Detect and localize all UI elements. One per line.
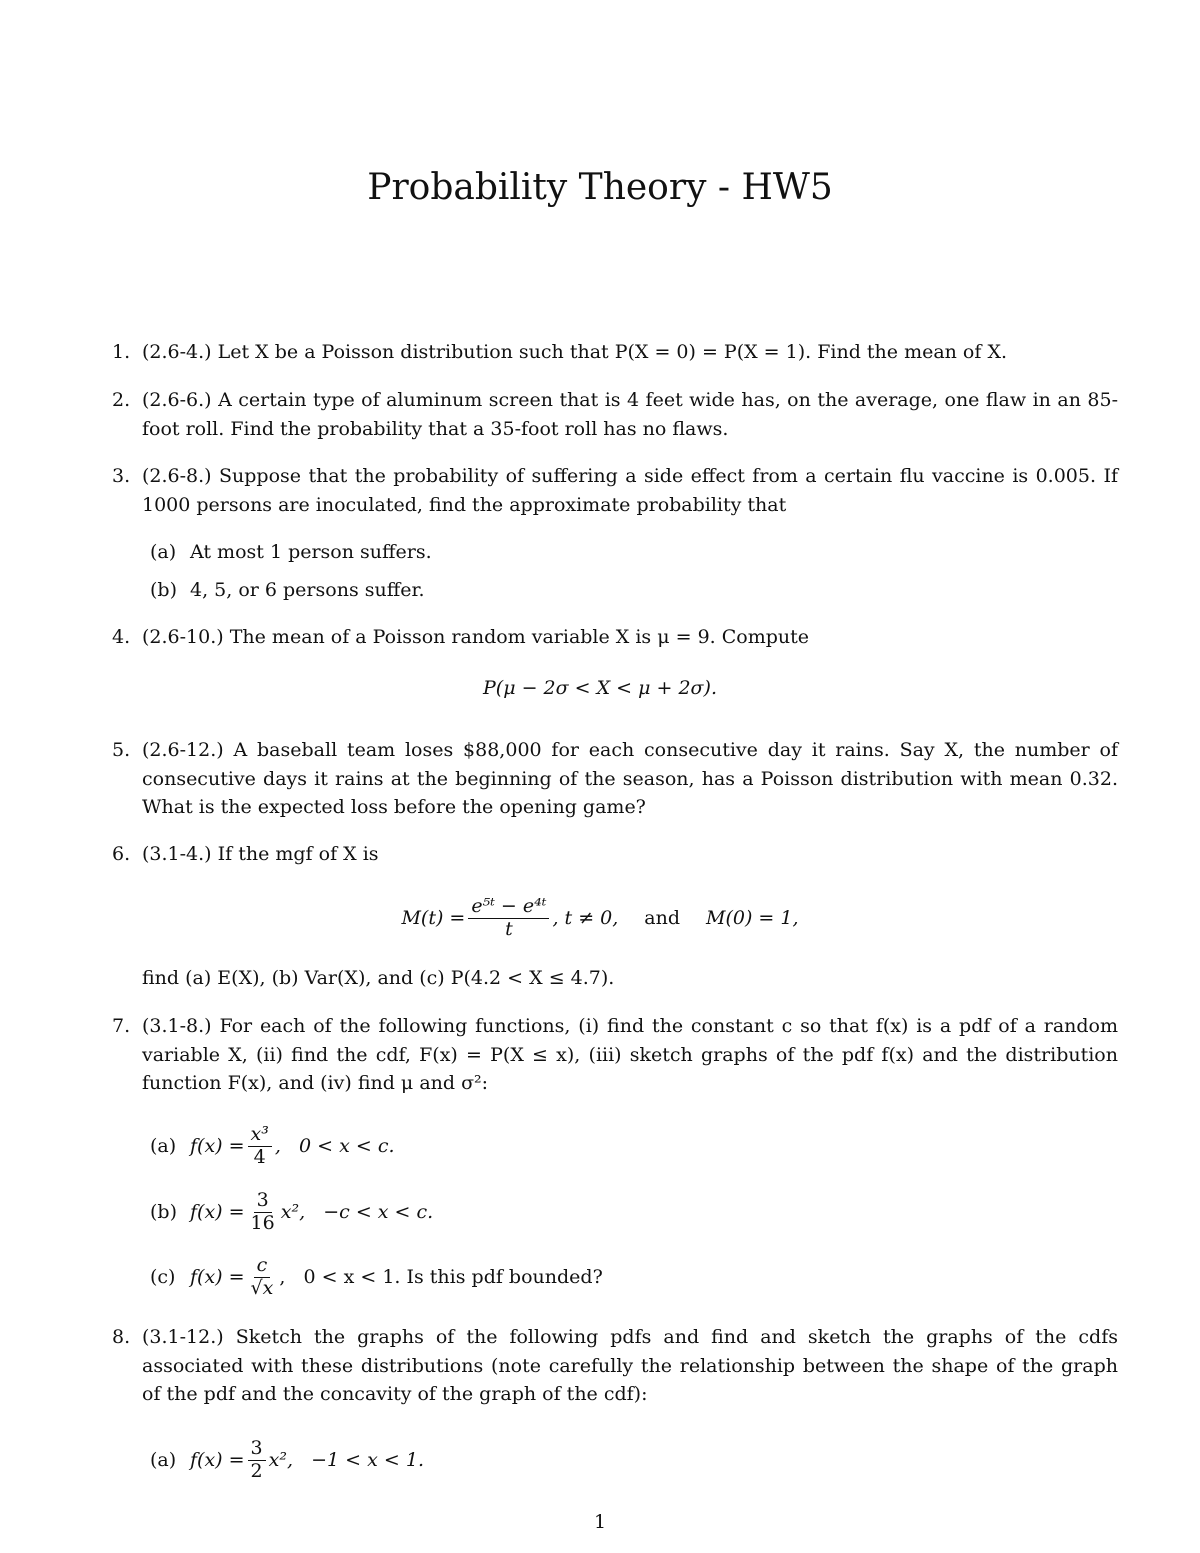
problem-number: 4.	[112, 626, 131, 648]
fraction-numerator: 3	[254, 1190, 272, 1213]
problem-2	[112, 386, 1118, 443]
subpart-7b	[150, 1180, 1116, 1244]
problem-text: A certain type of aluminum screen that is 4 feet wide has, on the average, one flaw in an 85-foot roll. Find the probability that a 35-foot roll has no flaws.	[142, 389, 1118, 440]
problem-number: 3.	[112, 465, 131, 487]
problem-text: Suppose that the probability of suffering a side effect from a certain flu vaccine is 0.005. If 1000 persons are inoculated, find the approximate probability that	[142, 465, 1118, 516]
equation-lhs: f(x) =	[190, 1134, 245, 1157]
page-title: Probability Theory - HW5	[367, 167, 833, 208]
problem-8	[112, 1323, 1118, 1409]
equation-rest: x², −c < x < c.	[280, 1200, 434, 1223]
equation-and: and	[644, 906, 681, 929]
problem-ref: (3.1-4.)	[142, 843, 212, 865]
fraction-numerator: 3	[248, 1438, 266, 1461]
problem-text: A baseball team loses $88,000 for each consecutive day it rains. Say X, the number of consecutive days it rains at the beginning of the season, has a Poisson distribution with mean 0.32. What is the expected loss before the opening game?	[142, 739, 1118, 818]
subpart-label: (b)	[150, 579, 177, 601]
equation-condition: , t ≠ 0,	[552, 906, 619, 929]
subpart-text: 4, 5, or 6 persons suffer.	[190, 579, 425, 601]
problem-5	[112, 736, 1118, 822]
problem-6-find: find (a) E(X), (b) Var(X), and (c) P(4.2 < X ≤ 4.7).	[142, 967, 615, 989]
subpart-3b	[150, 576, 1116, 605]
problem-ref: (2.6-6.)	[142, 389, 212, 411]
problem-1	[112, 338, 1118, 367]
fraction	[248, 1255, 277, 1300]
problem-text: For each of the following functions, (i) find the constant c so that f(x) is a pdf of a random variable X, (ii) find the cdf, F(x) = P(X ≤ x), (iii) sketch graphs of the pdf f(x) and the distribution function F(x), and (iv) find μ and σ²:	[142, 1015, 1118, 1094]
equation-lhs: f(x) =	[190, 1200, 245, 1223]
problem-number: 5.	[112, 739, 131, 761]
subpart-3a	[150, 538, 1116, 567]
problem-text: Sketch the graphs of the following pdfs and find and sketch the graphs of the cdfs associated with these distributions (note carefully the relationship between the shape of the graph of the pdf and the concavity of the graph of the cdf):	[142, 1326, 1118, 1405]
page-number: 1	[593, 1511, 607, 1533]
fraction-numerator: c	[254, 1255, 271, 1278]
equation-m0: M(0) = 1,	[706, 906, 799, 929]
problem-ref: (2.6-10.)	[142, 626, 224, 648]
fraction-denominator: √x	[250, 1276, 274, 1299]
subpart-text: At most 1 person suffers.	[190, 541, 432, 563]
problem-text: If the mgf of X is	[217, 843, 379, 865]
fraction-denominator: 16	[250, 1211, 275, 1234]
equation-lhs: M(t) =	[401, 906, 466, 929]
subpart-label: (a)	[150, 1134, 177, 1157]
problem-3	[112, 462, 1118, 519]
subpart-7a	[150, 1114, 1116, 1178]
subpart-label: (b)	[150, 1200, 177, 1223]
equation-lhs: f(x) =	[190, 1448, 245, 1471]
fraction	[468, 896, 549, 941]
equation-rest: , 0 < x < 1. Is this pdf bounded?	[279, 1265, 603, 1288]
fraction-numerator: x³	[248, 1124, 272, 1147]
problem-text: Let X be a Poisson distribution such that P(X = 0) = P(X = 1). Find the mean of X.	[217, 341, 1008, 363]
fraction	[248, 1190, 278, 1235]
problem-number: 6.	[112, 843, 131, 865]
equation-rest: , 0 < x < c.	[274, 1134, 395, 1157]
problem-text: The mean of a Poisson random variable X is μ = 9. Compute	[229, 626, 810, 648]
fraction-denominator: t	[505, 917, 513, 940]
fraction-numerator: e⁵ᵗ − e⁴ᵗ	[468, 896, 549, 919]
problem-ref: (3.1-12.)	[142, 1326, 224, 1348]
fraction-denominator: 4	[253, 1145, 266, 1168]
mgf-equation	[0, 886, 1200, 950]
subpart-7c	[150, 1245, 1116, 1309]
problem-number: 1.	[112, 341, 131, 363]
subpart-label: (c)	[150, 1265, 176, 1288]
problem-number: 7.	[112, 1015, 131, 1037]
subpart-label: (a)	[150, 1448, 177, 1471]
display-equation: P(μ − 2σ < X < μ + 2σ).	[483, 677, 717, 699]
problem-ref: (3.1-8.)	[142, 1015, 212, 1037]
problem-number: 2.	[112, 389, 131, 411]
fraction	[248, 1438, 266, 1483]
problem-ref: (2.6-4.)	[142, 341, 212, 363]
problem-7	[112, 1012, 1118, 1098]
problem-4	[112, 623, 1118, 652]
fraction-denominator: 2	[250, 1459, 263, 1482]
problem-ref: (2.6-8.)	[142, 465, 212, 487]
equation-lhs: f(x) =	[190, 1265, 245, 1288]
problem-ref: (2.6-12.)	[142, 739, 224, 761]
problem-6	[112, 840, 1118, 869]
fraction	[248, 1124, 272, 1169]
equation-rest: x², −1 < x < 1.	[268, 1448, 424, 1471]
subpart-8a	[150, 1428, 1116, 1492]
subpart-label: (a)	[150, 541, 177, 563]
problem-number: 8.	[112, 1326, 131, 1348]
